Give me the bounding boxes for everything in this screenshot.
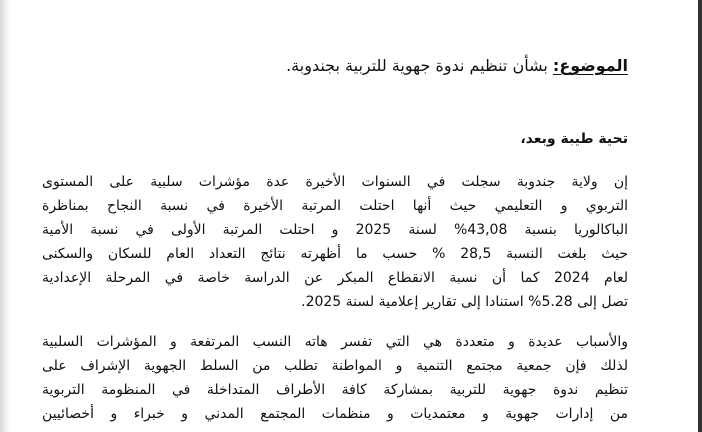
paragraph2-line: من إدارات جهوية و معتمديات و منظمات المجتمع المدني و خبراء و أخصائيين bbox=[42, 406, 628, 422]
subject-line bbox=[286, 54, 628, 78]
paragraph2-line: تنظيم ندوة جهوية للتربية بمشاركة كافة الأطراف المتداخلة في المنظومة التربوية bbox=[42, 382, 628, 398]
scan-border bbox=[698, 0, 702, 432]
paragraph2-line: لذلك فإن جمعية مجتمع التنمية و المواطنة تطلب من السلط الجهوية الإشراف على bbox=[42, 358, 628, 374]
greeting: تحية طيبة وبعد، bbox=[520, 131, 628, 147]
scan-page-edge bbox=[0, 0, 10, 432]
paragraph1-line: التربوي و التعليمي حيث أنها احتلت المرتبة الأخيرة في نسبة النجاح بمناظرة bbox=[42, 198, 628, 214]
paragraph1-line: تصل إلى 5.28% استنادا إلى تقارير إعلامية لسنة 2025. bbox=[301, 294, 628, 310]
paragraph2-line: والأسباب عديدة و متعددة هي التي تفسر هاته النسب المرتفعة و المؤشرات السلبية bbox=[42, 334, 628, 350]
paragraph1-line: لعام 2024 كما أن نسبة الانقطاع المبكر عن الدراسة خاصة في المرحلة الإعدادية bbox=[42, 270, 628, 286]
letter-body bbox=[42, 0, 628, 432]
paragraph1-line: حيث بلغت النسبة 28,5 % حسب ما أظهرته نتائج التعداد العام للسكان والسكنى bbox=[42, 246, 628, 262]
paragraph1-line: إن ولاية جندوبة سجلت في السنوات الأخيرة عدة مؤشرات سلبية على المستوى bbox=[42, 174, 628, 190]
subject-text: بشأن تنظيم ندوة جهوية للتربية بجندوبة. bbox=[286, 56, 548, 75]
subject-label: الموضوع: bbox=[552, 56, 628, 75]
paragraph1-line: الباكالوريا بنسبة 43,08% لسنة 2025 و احتلت المرتبة الأولى في نسبة الأمية bbox=[42, 222, 628, 238]
